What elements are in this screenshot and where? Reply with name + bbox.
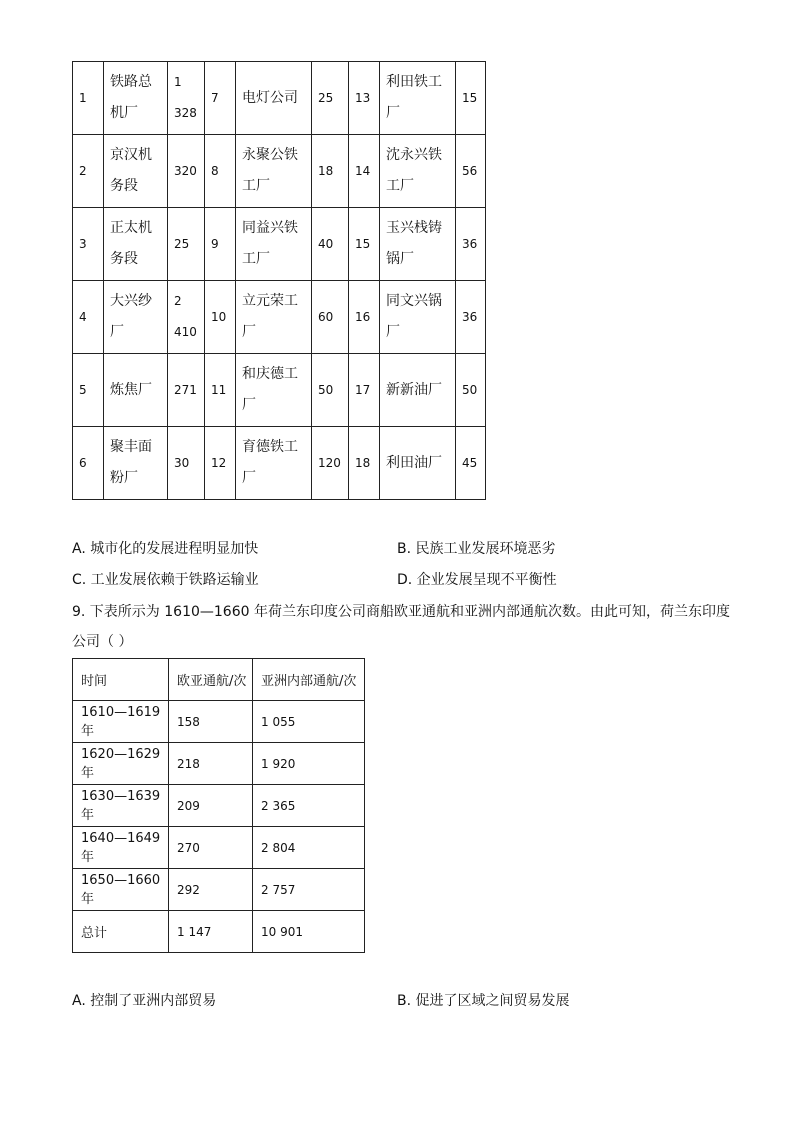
factory-number-cell: 320	[168, 135, 205, 208]
q8-option-b[interactable]: B. 民族工业发展环境恶劣	[397, 541, 556, 557]
voyage-row	[73, 701, 365, 743]
header-europe-asia: 欧亚通航/次	[169, 659, 253, 701]
factory-number-cell: 2 410	[168, 281, 205, 354]
header-time: 时间	[73, 659, 169, 701]
factory-number-cell: 7	[205, 62, 236, 135]
factory-name-cell: 永聚公铁工厂	[236, 135, 312, 208]
factory-number-cell: 4	[73, 281, 104, 354]
factory-number-cell: 16	[349, 281, 380, 354]
voyage-count-cell: 158	[169, 701, 253, 743]
voyage-count-cell: 292	[169, 869, 253, 911]
factory-number-cell: 12	[205, 427, 236, 500]
factory-row	[73, 354, 486, 427]
q8-option-d[interactable]: D. 企业发展呈现不平衡性	[397, 572, 557, 588]
factory-name-cell: 聚丰面粉厂	[104, 427, 168, 500]
factory-number-cell: 50	[312, 354, 349, 427]
factory-name-cell: 正太机务段	[104, 208, 168, 281]
period-cell: 1640—1649 年	[73, 827, 169, 869]
factory-number-cell: 18	[312, 135, 349, 208]
factory-number-cell: 25	[168, 208, 205, 281]
factory-name-cell: 同文兴锅厂	[380, 281, 456, 354]
factory-table	[72, 61, 486, 500]
factory-number-cell: 30	[168, 427, 205, 500]
factory-name-cell: 立元荣工厂	[236, 281, 312, 354]
q9-stem: 9. 下表所示为 1610—1660 年荷兰东印度公司商船欧亚通航和亚洲内部通航次数。由此可知，荷兰东印度公司（ ）	[72, 604, 730, 650]
q9-option-b[interactable]: B. 促进了区域之间贸易发展	[397, 993, 570, 1009]
voyage-row	[73, 869, 365, 911]
factory-name-cell: 电灯公司	[236, 62, 312, 135]
factory-number-cell: 60	[312, 281, 349, 354]
factory-number-cell: 45	[456, 427, 486, 500]
factory-row	[73, 135, 486, 208]
voyage-count-cell: 2 804	[253, 827, 365, 869]
factory-name-cell: 大兴纱厂	[104, 281, 168, 354]
factory-number-cell: 18	[349, 427, 380, 500]
period-cell: 1630—1639 年	[73, 785, 169, 827]
factory-row	[73, 427, 486, 500]
factory-number-cell: 14	[349, 135, 380, 208]
q8-option-a[interactable]: A. 城市化的发展进程明显加快	[72, 541, 259, 557]
voyage-row	[73, 743, 365, 785]
factory-number-cell: 15	[456, 62, 486, 135]
voyage-count-cell: 1 920	[253, 743, 365, 785]
voyage-count-cell: 2 365	[253, 785, 365, 827]
period-cell: 1650—1660 年	[73, 869, 169, 911]
factory-name-cell: 新新油厂	[380, 354, 456, 427]
voyage-count-cell: 1 147	[169, 911, 253, 953]
header-intra-asia: 亚洲内部通航/次	[253, 659, 365, 701]
factory-row	[73, 281, 486, 354]
factory-number-cell: 17	[349, 354, 380, 427]
period-cell: 总计	[73, 911, 169, 953]
factory-name-cell: 和庆德工厂	[236, 354, 312, 427]
factory-number-cell: 8	[205, 135, 236, 208]
factory-number-cell: 56	[456, 135, 486, 208]
factory-number-cell: 1	[73, 62, 104, 135]
factory-number-cell: 11	[205, 354, 236, 427]
factory-name-cell: 沈永兴铁工厂	[380, 135, 456, 208]
voyage-row	[73, 785, 365, 827]
factory-name-cell: 炼焦厂	[104, 354, 168, 427]
period-cell: 1610—1619 年	[73, 701, 169, 743]
factory-number-cell: 3	[73, 208, 104, 281]
voyage-count-cell: 2 757	[253, 869, 365, 911]
voyage-count-cell: 218	[169, 743, 253, 785]
factory-name-cell: 利田铁工厂	[380, 62, 456, 135]
factory-name-cell: 同益兴铁工厂	[236, 208, 312, 281]
voyage-header-row	[73, 659, 365, 701]
factory-number-cell: 6	[73, 427, 104, 500]
voyage-count-cell: 270	[169, 827, 253, 869]
factory-number-cell: 271	[168, 354, 205, 427]
factory-name-cell: 利田油厂	[380, 427, 456, 500]
voyage-count-cell: 1 055	[253, 701, 365, 743]
q9-option-a[interactable]: A. 控制了亚洲内部贸易	[72, 993, 217, 1009]
factory-name-cell: 玉兴栈铸锅厂	[380, 208, 456, 281]
factory-number-cell: 10	[205, 281, 236, 354]
factory-number-cell: 1 328	[168, 62, 205, 135]
factory-name-cell: 京汉机务段	[104, 135, 168, 208]
factory-row	[73, 62, 486, 135]
voyage-row	[73, 911, 365, 953]
factory-name-cell: 铁路总机厂	[104, 62, 168, 135]
factory-number-cell: 13	[349, 62, 380, 135]
factory-number-cell: 120	[312, 427, 349, 500]
factory-number-cell: 40	[312, 208, 349, 281]
q8-option-c[interactable]: C. 工业发展依赖于铁路运输业	[72, 572, 259, 588]
factory-number-cell: 5	[73, 354, 104, 427]
factory-number-cell: 15	[349, 208, 380, 281]
voyage-count-cell: 10 901	[253, 911, 365, 953]
factory-number-cell: 2	[73, 135, 104, 208]
voyage-count-cell: 209	[169, 785, 253, 827]
factory-number-cell: 25	[312, 62, 349, 135]
voyage-row	[73, 827, 365, 869]
factory-number-cell: 36	[456, 281, 486, 354]
period-cell: 1620—1629 年	[73, 743, 169, 785]
factory-row	[73, 208, 486, 281]
factory-number-cell: 9	[205, 208, 236, 281]
factory-number-cell: 50	[456, 354, 486, 427]
voyage-table	[72, 658, 365, 953]
factory-name-cell: 育德铁工厂	[236, 427, 312, 500]
factory-number-cell: 36	[456, 208, 486, 281]
